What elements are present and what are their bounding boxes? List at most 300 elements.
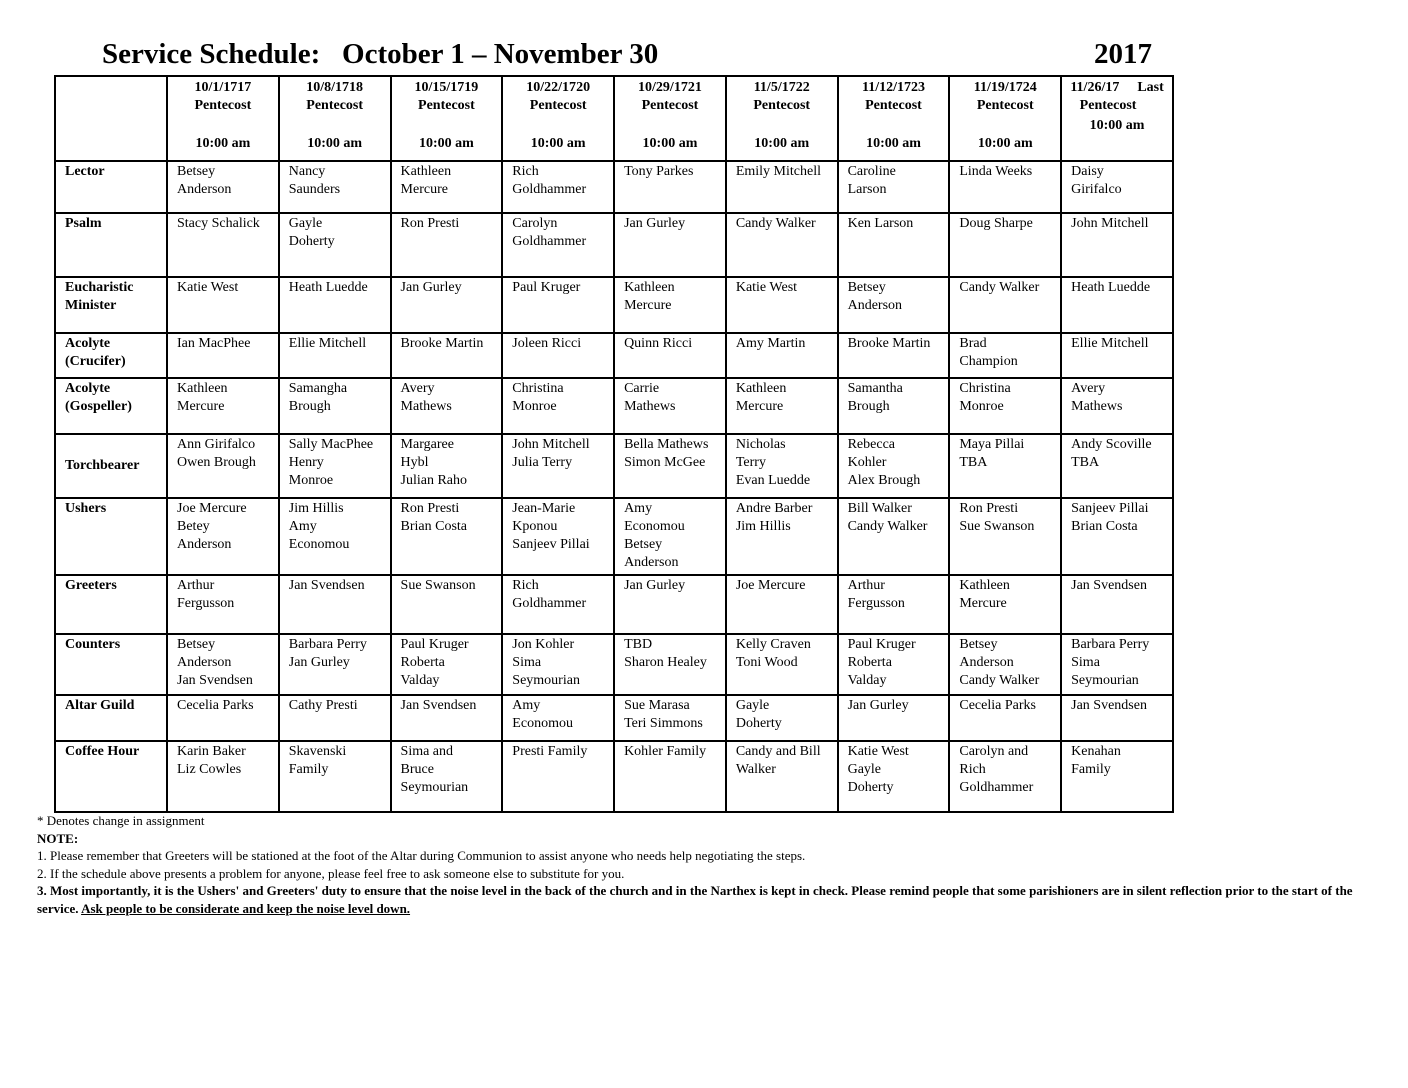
service-date: 10/29/17: [638, 80, 688, 95]
assignee-name: Ann Girifalco: [177, 437, 256, 452]
assignee-name: Kohler: [847, 455, 887, 470]
date-header: [949, 76, 1061, 161]
assignee-name: Barbara Perry: [1071, 637, 1150, 652]
assignee-name: Brian Costa: [400, 519, 468, 534]
assignment-cell: [1061, 378, 1173, 434]
role-label: Greeters: [55, 575, 167, 634]
assignee-name: Simon McGee: [624, 455, 706, 470]
assignee-name: Carolyn and: [959, 744, 1029, 759]
assignee-name: Carrie: [624, 381, 660, 396]
assignee-name: Ron Presti: [400, 216, 460, 231]
assignment-cell: [726, 634, 838, 695]
assignment-cell: [1061, 695, 1173, 741]
assignee-name: Ron Presti: [400, 501, 460, 516]
assignment-cell: [279, 277, 391, 333]
assignee-name: Tony Parkes: [624, 164, 694, 179]
service-name: 17 Pentecost: [194, 80, 252, 113]
assignment-cell: [1061, 333, 1173, 378]
service-date: 11/19/17: [973, 80, 1023, 95]
assignment-cell: [279, 498, 391, 575]
assignment-cell: [1061, 741, 1173, 812]
assignee-name: Gayle: [847, 762, 882, 777]
assignee-name: Bill Walker: [847, 501, 912, 516]
assignee-name: Economou: [288, 537, 350, 552]
service-time: 10:00 am: [1089, 118, 1145, 133]
assignment-cell: [391, 277, 503, 333]
schedule-table: [54, 75, 1174, 813]
role-label: Eucharistic Minister: [55, 277, 167, 333]
assignee-name: Gayle: [288, 216, 323, 231]
assignee-name: John Mitchell: [1071, 216, 1149, 231]
assignment-cell: [838, 277, 950, 333]
assignment-cell: [838, 378, 950, 434]
assignee-name: Betsey: [959, 637, 998, 652]
assignee-name: Candy Walker: [847, 519, 928, 534]
assignee-name: Paul Kruger: [400, 637, 469, 652]
schedule-row: [55, 498, 1173, 575]
page-title: [102, 38, 1152, 74]
role-label: Ushers: [55, 498, 167, 575]
note-3-underlined: Ask people to be considerate and keep the noise level down.: [81, 900, 411, 916]
role-label: Lector: [55, 161, 167, 213]
assignee-name: Amy: [512, 698, 541, 713]
schedule-row: [55, 575, 1173, 634]
assignee-name: Mathews: [400, 399, 452, 414]
assignee-name: Jan Svendsen: [400, 698, 477, 713]
assignment-cell: [391, 634, 503, 695]
assignee-name: Owen Brough: [177, 455, 256, 470]
assignee-name: Candy and Bill: [735, 744, 821, 759]
assignee-name: Sanjeev Pillai: [1071, 501, 1149, 516]
assignment-cell: [726, 333, 838, 378]
assignee-name: Kelly Craven: [735, 637, 811, 652]
role-label: Acolyte (Gospeller): [55, 378, 167, 434]
assignment-cell: [726, 161, 838, 213]
assignee-name: Goldhammer: [959, 780, 1034, 795]
assignee-name: Kathleen: [624, 280, 675, 295]
assignee-name: Kponou: [512, 519, 558, 534]
assignment-cell: [167, 378, 279, 434]
assignee-name: Julian Raho: [400, 473, 468, 488]
assignee-name: Sue Swanson: [959, 519, 1035, 534]
assignment-cell: [279, 634, 391, 695]
assignee-name: TBD: [624, 637, 653, 652]
assignee-name: Mercure: [959, 596, 1007, 611]
assignment-cell: [167, 634, 279, 695]
assignee-name: Heath Luedde: [1071, 280, 1151, 295]
assignee-name: Jim Hillis: [735, 519, 791, 534]
assignee-name: Anderson: [177, 655, 232, 670]
assignee-name: Sharon Healey: [624, 655, 707, 670]
schedule-row: [55, 378, 1173, 434]
assignee-name: Bruce: [400, 762, 434, 777]
schedule-row: [55, 741, 1173, 812]
assignment-cell: [279, 333, 391, 378]
assignment-cell: [279, 741, 391, 812]
assignment-cell: [614, 277, 726, 333]
assignee-name: Anderson: [177, 182, 232, 197]
assignment-cell: [502, 695, 614, 741]
date-header: [167, 76, 279, 161]
assignment-cell: [838, 634, 950, 695]
assignee-name: Arthur: [177, 578, 215, 593]
date-header: [279, 76, 391, 161]
asterisk-note: * Denotes change in assignment: [37, 813, 205, 828]
assignee-name: Brough: [847, 399, 890, 414]
assignment-cell: [167, 333, 279, 378]
assignee-name: Cathy Presti: [288, 698, 358, 713]
assignee-name: Heath Luedde: [288, 280, 368, 295]
role-label: Counters: [55, 634, 167, 695]
date-header: [838, 76, 950, 161]
assignee-name: Roberta: [400, 655, 445, 670]
assignment-cell: [167, 575, 279, 634]
service-time: 10:00 am: [866, 136, 921, 151]
assignee-name: Jim Hillis: [288, 501, 344, 516]
role-label: Torchbearer: [55, 434, 167, 498]
assignee-name: Jan Gurley: [624, 578, 686, 593]
assignee-name: Evan Luedde: [735, 473, 811, 488]
assignment-cell: [614, 634, 726, 695]
assignee-name: Bella Mathews: [624, 437, 709, 452]
assignment-cell: [614, 378, 726, 434]
service-name: 19 Pentecost: [418, 80, 479, 113]
assignee-name: Mercure: [400, 182, 448, 197]
date-header: [1061, 76, 1173, 161]
assignment-cell: [949, 575, 1061, 634]
assignment-cell: [949, 741, 1061, 812]
assignee-name: Anderson: [177, 537, 232, 552]
assignee-name: Brooke Martin: [400, 336, 484, 351]
assignee-name: Seymourian: [512, 673, 580, 688]
assignee-name: Betsey: [847, 280, 886, 295]
assignee-name: Presti Family: [512, 744, 588, 759]
assignment-cell: [726, 575, 838, 634]
assignee-name: Valday: [847, 673, 887, 688]
assignment-cell: [949, 634, 1061, 695]
assignment-cell: [614, 575, 726, 634]
assignee-name: Goldhammer: [512, 234, 587, 249]
service-date: 11/12/17: [861, 80, 911, 95]
assignee-name: Ellie Mitchell: [1071, 336, 1149, 351]
assignee-name: Larson: [847, 182, 887, 197]
assignment-cell: [1061, 277, 1173, 333]
assignee-name: Jan Svendsen: [1071, 578, 1147, 593]
assignee-name: Brough: [288, 399, 331, 414]
assignment-cell: [949, 277, 1061, 333]
assignment-cell: [391, 741, 503, 812]
service-time: 10:00 am: [195, 136, 251, 151]
assignee-name: Amy Martin: [735, 336, 806, 351]
assignee-name: Terry: [735, 455, 766, 470]
assignee-name: Quinn Ricci: [624, 336, 693, 351]
assignment-cell: [949, 695, 1061, 741]
assignment-cell: [838, 575, 950, 634]
schedule-row: [55, 634, 1173, 695]
assignee-name: Rich: [512, 578, 539, 593]
assignee-name: Teri Simmons: [624, 716, 703, 731]
assignee-name: Andy Scoville: [1071, 437, 1152, 452]
assignment-cell: [614, 333, 726, 378]
assignee-name: Christina: [512, 381, 564, 396]
assignee-name: Ellie Mitchell: [288, 336, 367, 351]
note-3: [37, 882, 1377, 917]
assignment-cell: [1061, 213, 1173, 277]
role-label: Altar Guild: [55, 695, 167, 741]
assignee-name: Christina: [959, 381, 1011, 396]
service-time: 10:00 am: [419, 136, 474, 151]
assignee-name: Alex Brough: [847, 473, 921, 488]
assignment-cell: [949, 213, 1061, 277]
assignment-cell: [167, 498, 279, 575]
assignee-name: Anderson: [624, 555, 679, 570]
assignment-cell: [279, 434, 391, 498]
service-time: 10:00 am: [530, 136, 586, 151]
assignee-name: Family: [288, 762, 329, 777]
assignee-name: Girifalco: [1071, 182, 1122, 197]
assignee-name: Walker: [735, 762, 776, 777]
assignee-name: Sue Marasa: [624, 698, 690, 713]
assignee-name: Kohler Family: [624, 744, 707, 759]
assignee-name: Candy Walker: [959, 280, 1040, 295]
assignee-name: Economou: [512, 716, 573, 731]
assignment-cell: [502, 333, 614, 378]
service-date: 11/26/17: [1070, 80, 1120, 95]
assignee-name: Betsey: [624, 537, 663, 552]
assignment-cell: [838, 498, 950, 575]
assignment-cell: [838, 434, 950, 498]
assignee-name: Sima and: [400, 744, 454, 759]
assignment-cell: [279, 575, 391, 634]
assignee-name: Barbara Perry: [288, 637, 367, 652]
assignee-name: Fergusson: [847, 596, 905, 611]
assignee-name: Valday: [400, 673, 440, 688]
assignee-name: Gayle: [735, 698, 770, 713]
assignment-cell: [502, 434, 614, 498]
assignee-name: Katie West: [735, 280, 798, 295]
notes-heading: NOTE:: [37, 830, 79, 846]
service-date: 10/8/17: [306, 80, 350, 95]
assignment-cell: [614, 498, 726, 575]
assignment-cell: [838, 161, 950, 213]
assignee-name: Brian Costa: [1071, 519, 1138, 534]
assignment-cell: [726, 277, 838, 333]
assignee-name: Mathews: [1071, 399, 1123, 414]
assignment-cell: [726, 695, 838, 741]
assignee-name: Anderson: [847, 298, 903, 313]
assignee-name: Monroe: [288, 473, 334, 488]
assignee-name: Amy: [288, 519, 317, 534]
assignee-name: Carolyn: [512, 216, 558, 231]
assignment-cell: [167, 434, 279, 498]
assignment-cell: [502, 634, 614, 695]
assignee-name: Jan Svendsen: [177, 673, 253, 688]
assignment-cell: [279, 161, 391, 213]
assignee-name: Fergusson: [177, 596, 235, 611]
assignment-cell: [614, 161, 726, 213]
assignee-name: Candy Walker: [959, 673, 1040, 688]
assignee-name: Avery: [1071, 381, 1106, 396]
assignment-cell: [614, 741, 726, 812]
title-text: Service Schedule: October 1 – November 30: [102, 38, 659, 70]
assignment-cell: [726, 378, 838, 434]
assignee-name: John Mitchell: [512, 437, 590, 452]
assignee-name: Champion: [959, 354, 1018, 369]
note-1: 1. Please remember that Greeters will be stationed at the foot of the Altar during Communion to assist anyone who needs help negotiating the steps.: [37, 848, 806, 863]
service-name: 21 Pentecost: [641, 80, 702, 113]
assignment-cell: [726, 434, 838, 498]
service-name: 23 Pentecost: [865, 80, 925, 113]
assignment-cell: [167, 213, 279, 277]
assignee-name: Joleen Ricci: [512, 336, 582, 351]
service-name: 22 Pentecost: [753, 80, 811, 113]
assignee-name: Joe Mercure: [177, 501, 247, 516]
assignee-name: Seymourian: [400, 780, 469, 795]
title-year: 2017: [1094, 38, 1152, 70]
service-date: 11/5/17: [753, 80, 796, 95]
assignee-name: Liz Cowles: [177, 762, 242, 777]
assignee-name: Margaree: [400, 437, 454, 452]
assignee-name: Caroline: [847, 164, 896, 179]
assignee-name: Monroe: [959, 399, 1004, 414]
assignee-name: Andre Barber: [735, 501, 813, 516]
role-label: Acolyte (Crucifer): [55, 333, 167, 378]
service-date: 10/15/17: [414, 80, 465, 95]
assignee-name: Betsey: [177, 164, 216, 179]
assignee-name: TBA: [959, 455, 988, 470]
assignee-name: Julia Terry: [512, 455, 573, 470]
assignee-name: Jan Gurley: [847, 698, 909, 713]
assignment-cell: [949, 498, 1061, 575]
assignment-cell: [726, 213, 838, 277]
service-name: Last Pentecost: [1079, 80, 1164, 113]
role-label: Psalm: [55, 213, 167, 277]
service-date: 10/22/17: [526, 80, 577, 95]
assignee-name: Jan Gurley: [400, 280, 462, 295]
assignment-cell: [838, 333, 950, 378]
assignee-name: Mathews: [624, 399, 676, 414]
assignee-name: Kathleen: [959, 578, 1010, 593]
assignee-name: Doherty: [847, 780, 894, 795]
assignment-cell: [502, 741, 614, 812]
assignee-name: Cecelia Parks: [177, 698, 254, 713]
assignee-name: Kathleen: [177, 381, 228, 396]
assignee-name: Nancy: [288, 164, 326, 179]
assignee-name: Daisy: [1071, 164, 1104, 179]
schedule-row: [55, 161, 1173, 213]
assignee-name: Linda Weeks: [959, 164, 1033, 179]
assignee-name: Katie West: [847, 744, 909, 759]
assignee-name: Anderson: [959, 655, 1014, 670]
service-time: 10:00 am: [642, 136, 698, 151]
assignment-cell: [502, 575, 614, 634]
assignment-cell: [167, 695, 279, 741]
service-time: 10:00 am: [977, 136, 1033, 151]
assignee-name: Joe Mercure: [735, 578, 806, 593]
assignee-name: Brooke Martin: [847, 336, 931, 351]
assignee-name: Henry: [288, 455, 324, 470]
date-header: [502, 76, 614, 161]
assignee-name: Avery: [400, 381, 435, 396]
assignment-cell: [502, 277, 614, 333]
assignment-cell: [279, 378, 391, 434]
note-2: 2. If the schedule above presents a problem for anyone, please feel free to ask someone else to substitute for you.: [37, 865, 625, 881]
assignee-name: Hybl: [400, 455, 429, 470]
assignment-cell: [391, 498, 503, 575]
assignee-name: Ken Larson: [847, 216, 914, 231]
assignee-name: Kenahan: [1071, 744, 1121, 759]
assignee-name: Betey: [177, 519, 210, 534]
assignee-name: Toni Wood: [735, 655, 798, 670]
assignment-cell: [391, 333, 503, 378]
assignee-name: Family: [1071, 762, 1111, 777]
assignee-name: Jan Svendsen: [1071, 698, 1147, 713]
assignee-name: Jan Svendsen: [288, 578, 365, 593]
assignee-name: Karin Baker: [177, 744, 246, 759]
role-label: Coffee Hour: [55, 741, 167, 812]
assignee-name: Paul Kruger: [847, 637, 916, 652]
assignment-cell: [391, 575, 503, 634]
assignment-cell: [949, 333, 1061, 378]
service-time: 10:00 am: [307, 136, 363, 151]
assignment-cell: [614, 434, 726, 498]
assignee-name: Rich: [959, 762, 986, 777]
assignee-name: Ian MacPhee: [177, 336, 251, 351]
assignment-cell: [1061, 498, 1173, 575]
assignee-name: TBA: [1071, 455, 1100, 470]
assignee-name: Amy: [624, 501, 653, 516]
service-name: 20 Pentecost: [529, 80, 591, 113]
assignment-cell: [1061, 575, 1173, 634]
assignment-cell: [391, 213, 503, 277]
assignee-name: Rebecca: [847, 437, 896, 452]
assignee-name: Economou: [624, 519, 685, 534]
service-name: 18 Pentecost: [306, 80, 364, 113]
assignee-name: Goldhammer: [512, 182, 587, 197]
assignee-name: Doherty: [735, 716, 782, 731]
assignment-cell: [838, 695, 950, 741]
date-header: [391, 76, 503, 161]
assignee-name: Jan Gurley: [624, 216, 686, 231]
header-corner: [55, 76, 167, 161]
assignee-name: Paul Kruger: [512, 280, 581, 295]
assignee-name: Mercure: [735, 399, 784, 414]
assignment-cell: [167, 161, 279, 213]
assignee-name: Seymourian: [1071, 673, 1139, 688]
assignee-name: Mercure: [177, 399, 225, 414]
assignment-cell: [167, 277, 279, 333]
assignee-name: Monroe: [512, 399, 557, 414]
assignment-cell: [502, 378, 614, 434]
assignment-cell: [279, 695, 391, 741]
assignee-name: Doug Sharpe: [959, 216, 1033, 231]
assignee-name: Sanjeev Pillai: [512, 537, 590, 552]
notes-section: [37, 812, 1377, 917]
assignee-name: Nicholas: [735, 437, 786, 452]
assignee-name: Sally MacPhee: [288, 437, 374, 452]
assignee-name: Sima: [1071, 655, 1100, 670]
assignment-cell: [949, 161, 1061, 213]
assignee-name: Cecelia Parks: [959, 698, 1036, 713]
assignment-cell: [838, 741, 950, 812]
assignment-cell: [838, 213, 950, 277]
schedule-row: [55, 695, 1173, 741]
assignee-name: Jean-Marie: [512, 501, 576, 516]
assignee-name: Doherty: [288, 234, 335, 249]
service-date: 10/1/17: [194, 80, 238, 95]
assignee-name: Kathleen: [735, 381, 787, 396]
assignee-name: Sue Swanson: [400, 578, 476, 593]
